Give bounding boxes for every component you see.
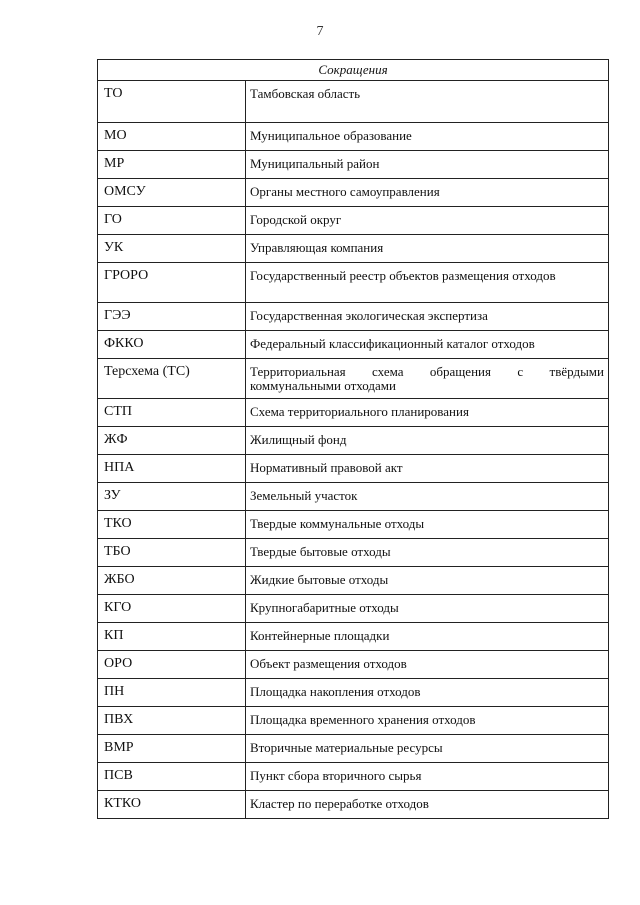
table-row <box>98 707 609 735</box>
description-cell: Органы местного самоуправления <box>246 179 609 207</box>
abbreviation-cell: ОМСУ <box>98 179 246 207</box>
description-cell: Крупногабаритные отходы <box>246 595 609 623</box>
abbreviation-cell: ЗУ <box>98 483 246 511</box>
abbreviation-cell: ПВХ <box>98 707 246 735</box>
description-cell: Территориальная схема обращения с твёрдыми коммунальными отходами <box>246 359 609 399</box>
description-cell: Пункт сбора вторичного сырья <box>246 763 609 791</box>
description-cell: Тамбовская область <box>246 81 609 123</box>
abbreviation-cell: ГО <box>98 207 246 235</box>
abbreviation-cell: МР <box>98 151 246 179</box>
abbreviation-cell: ЖБО <box>98 567 246 595</box>
page-number: 7 <box>316 24 324 39</box>
table-row <box>98 427 609 455</box>
abbreviation-cell: ТО <box>98 81 246 123</box>
table-row <box>98 359 609 399</box>
description-cell: Федеральный классификационный каталог отходов <box>246 331 609 359</box>
description-cell: Городской округ <box>246 207 609 235</box>
description-cell: Объект размещения отходов <box>246 651 609 679</box>
table-row <box>98 81 609 123</box>
table-row <box>98 511 609 539</box>
table-row <box>98 331 609 359</box>
table-row <box>98 735 609 763</box>
description-cell: Контейнерные площадки <box>246 623 609 651</box>
table-row <box>98 595 609 623</box>
table-row <box>98 263 609 303</box>
description-cell: Государственная экологическая экспертиза <box>246 303 609 331</box>
table-row <box>98 179 609 207</box>
abbreviation-cell: ПН <box>98 679 246 707</box>
table-row <box>98 151 609 179</box>
abbreviation-cell: УК <box>98 235 246 263</box>
table-row <box>98 303 609 331</box>
abbreviation-cell: ГЭЭ <box>98 303 246 331</box>
description-cell: Управляющая компания <box>246 235 609 263</box>
abbreviations-table <box>97 59 609 819</box>
abbreviation-cell: МО <box>98 123 246 151</box>
table-row <box>98 567 609 595</box>
abbreviation-cell: Терсхема (ТС) <box>98 359 246 399</box>
description-cell: Площадка временного хранения отходов <box>246 707 609 735</box>
table-row <box>98 679 609 707</box>
table-row <box>98 791 609 819</box>
table-row <box>98 399 609 427</box>
abbreviation-cell: ВМР <box>98 735 246 763</box>
table-header: Сокращения <box>98 60 609 81</box>
table-row <box>98 483 609 511</box>
description-cell: Твердые коммунальные отходы <box>246 511 609 539</box>
description-cell: Вторичные материальные ресурсы <box>246 735 609 763</box>
table-row <box>98 623 609 651</box>
description-cell: Кластер по переработке отходов <box>246 791 609 819</box>
description-cell: Муниципальное образование <box>246 123 609 151</box>
abbreviation-cell: КП <box>98 623 246 651</box>
description-cell: Площадка накопления отходов <box>246 679 609 707</box>
abbreviation-cell: ТКО <box>98 511 246 539</box>
table-row <box>98 455 609 483</box>
description-cell: Жидкие бытовые отходы <box>246 567 609 595</box>
description-cell: Земельный участок <box>246 483 609 511</box>
abbreviation-cell: ФККО <box>98 331 246 359</box>
abbreviation-cell: СТП <box>98 399 246 427</box>
table-row <box>98 539 609 567</box>
description-cell: Жилищный фонд <box>246 427 609 455</box>
table-row <box>98 763 609 791</box>
abbreviation-cell: НПА <box>98 455 246 483</box>
abbreviation-cell: ТБО <box>98 539 246 567</box>
abbreviation-cell: ОРО <box>98 651 246 679</box>
description-cell: Нормативный правовой акт <box>246 455 609 483</box>
abbreviation-cell: ПСВ <box>98 763 246 791</box>
table-row <box>98 235 609 263</box>
table-row <box>98 651 609 679</box>
abbreviation-cell: ЖФ <box>98 427 246 455</box>
abbreviation-cell: КГО <box>98 595 246 623</box>
abbreviation-cell: КТКО <box>98 791 246 819</box>
description-cell: Схема территориального планирования <box>246 399 609 427</box>
table-row <box>98 123 609 151</box>
description-cell: Муниципальный район <box>246 151 609 179</box>
abbreviation-cell: ГРОРО <box>98 263 246 303</box>
description-cell: Государственный реестр объектов размещения отходов <box>246 263 609 303</box>
description-cell: Твердые бытовые отходы <box>246 539 609 567</box>
table-row <box>98 207 609 235</box>
